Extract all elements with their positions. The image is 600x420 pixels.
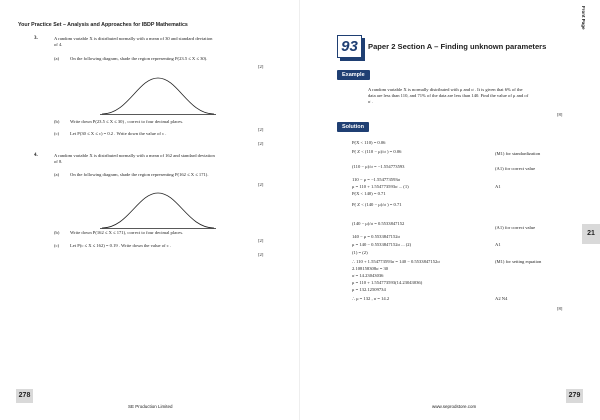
- solution-line: μ = 110 + 1.554773593(14.23043036): [352, 280, 423, 285]
- section-number-badge: 93: [337, 35, 362, 58]
- question-4c-label: (c): [54, 243, 60, 248]
- solution-label: Solution: [337, 122, 369, 132]
- chapter-tab: 21: [582, 224, 600, 244]
- solution-line: ∴ 110 + 1.554773593σ = 140 − 0.5533847152σ: [352, 259, 440, 264]
- question-4c-text: Let P(c ≤ X ≤ 162) = 0.19 . Write down the value of c .: [70, 243, 172, 248]
- page-number-right: 279: [566, 389, 583, 403]
- question-3b-label: (b): [54, 119, 60, 124]
- solution-note: A1: [495, 184, 501, 189]
- solution-note: A1: [495, 242, 501, 247]
- question-3a-marks: [2]: [258, 64, 264, 69]
- solution-line: μ = 132.12509734: [352, 287, 386, 292]
- question-3-number: 3.: [34, 36, 38, 41]
- normal-curve-diagram-q4: [98, 190, 218, 232]
- question-4b-text: Write down P(162 ≤ X ≤ 171), correct to four decimal places.: [70, 230, 184, 235]
- question-3-stem-line1: A random variable X is distributed normally with a mean of 30 and standard deviation: [54, 36, 213, 41]
- solution-line: (140 − μ)/σ = 0.5533847152: [352, 221, 405, 226]
- example-line1: A random variable X is normally distributed with μ and σ . It is given that 6% of the: [368, 87, 523, 92]
- normal-curve-diagram-q3: [98, 74, 218, 118]
- footer-right: www.seprodstore.com: [432, 404, 477, 409]
- solution-marks: [8]: [557, 306, 563, 311]
- solution-line: P( Z < (110 − μ)/σ ) = 0.06: [352, 149, 402, 154]
- solution-line: P(X < 140) = 0.71: [352, 191, 386, 196]
- question-4a-text: On the following diagram, shade the region representing P(162 ≤ X ≤ 171).: [70, 172, 209, 177]
- question-4b-marks: [2]: [258, 238, 264, 243]
- solution-line: 140 − μ = 0.5533847152σ: [352, 234, 401, 239]
- question-3c-marks: [2]: [258, 141, 264, 146]
- question-4b-label: (b): [54, 230, 60, 235]
- solution-note: (A1) for correct value: [495, 225, 536, 230]
- question-3-stem-line2: of 4.: [54, 42, 63, 47]
- solution-line: (110 − μ)/σ = −1.554773593: [352, 164, 405, 169]
- question-3c-text: Let P(30 ≤ X ≤ c) = 0.2 . Write down the value of c .: [70, 131, 167, 136]
- solution-line: P(X < 110) = 0.06: [352, 140, 386, 145]
- solution-line: 110 − μ = −1.554773593σ: [352, 177, 401, 182]
- question-4c-marks: [2]: [258, 252, 264, 257]
- bell-curve: [102, 78, 214, 114]
- solution-line: (1) = (2): [352, 250, 368, 255]
- bell-curve: [102, 193, 214, 228]
- question-3a-label: (a): [54, 56, 60, 61]
- solution-note: (M1) for setting equation: [495, 259, 542, 264]
- question-4-number: 4.: [34, 153, 38, 158]
- example-line3: σ .: [368, 99, 373, 104]
- example-marks: [8]: [557, 112, 563, 117]
- solution-line: μ = 110 + 1.554773593σ ... (1): [352, 184, 409, 189]
- footer-left: SE Production Limited: [128, 404, 173, 409]
- solution-line: 2.108158308σ = 30: [352, 266, 389, 271]
- solution-line: μ = 140 − 0.5533847152σ ... (2): [352, 242, 412, 247]
- solution-line: P( Z < (140 − μ)/σ ) = 0.71: [352, 202, 402, 207]
- solution-note: A2 N4: [495, 296, 508, 301]
- page-spine: [299, 0, 300, 420]
- question-3a-text: On the following diagram, shade the region representing P(23.5 ≤ X ≤ 30).: [70, 56, 208, 61]
- solution-line: ∴ μ = 132 , σ = 14.2: [352, 296, 390, 301]
- question-4a-marks: [2]: [258, 182, 264, 187]
- solution-note: (M1) for standardization: [495, 151, 541, 156]
- example-line2: data are less than 110, and 71% of the data are less than 140. Find the value of μ and of: [368, 93, 529, 98]
- question-3b-marks: [2]: [258, 127, 264, 132]
- question-3b-text: Write down P(23.5 ≤ X ≤ 30) , correct to four decimal places.: [70, 119, 184, 124]
- example-label: Example: [337, 70, 370, 80]
- solution-line: σ = 14.23043036: [352, 273, 384, 278]
- page-number-left: 278: [16, 389, 33, 403]
- side-label: Front Page: [581, 6, 586, 30]
- section-title: Paper 2 Section A – Finding unknown parameters: [368, 42, 547, 51]
- question-4a-label: (a): [54, 172, 60, 177]
- running-header: Your Practice Set – Analysis and Approaches for IBDP Mathematics: [18, 22, 188, 28]
- question-3c-label: (c): [54, 131, 60, 136]
- question-4-stem-line1: A random variable X is distributed normally with a mean of 162 and standard deviation: [54, 153, 215, 158]
- question-4-stem-line2: of 8.: [54, 159, 63, 164]
- solution-note: (A1) for correct value: [495, 166, 536, 171]
